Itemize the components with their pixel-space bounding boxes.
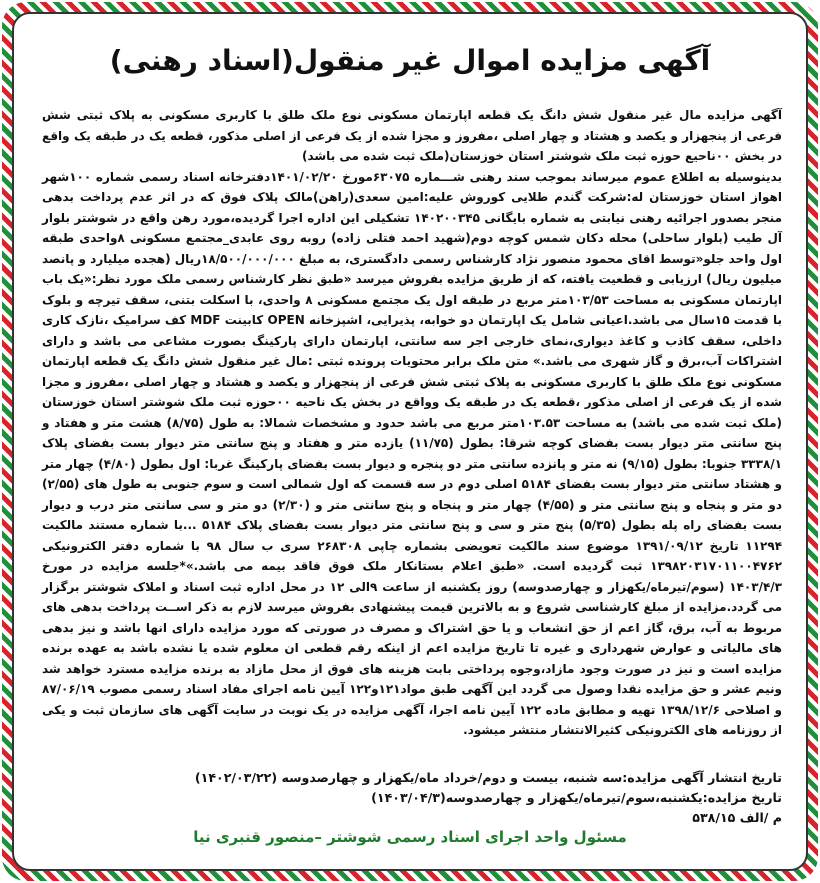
- notice-title: آگهی مزایده اموال غیر منقول(اسناد رهنی): [109, 44, 711, 77]
- signature: مسئول واحد اجرای اسناد رسمی شوشتر –منصور قنبری نیا: [193, 828, 627, 846]
- reference-number: م /الف ۵۳۸/۱۵: [692, 810, 782, 825]
- paragraph-auction-details: بدینوسیله به اطلاع عموم میرساند بموجب سند رهنی شـــماره ۶۳۰۷۵مورخ ۱۴۰۱/۰۲/۲۰دفترخانه اسناد رسمی شماره ۱۰۰شهر اهواز استان خوزستان له:شرکت گندم طلایی کوروش علیه:امین سعدی(راهن)مالک پلاک فوق که در اثر عدم پرداخت بدهی منجر بصدور اجرائیه رهنی نیابتی به شماره بایگانی ۱۴۰۲۰۰۳۴۵ تشکیلی این اداره اجرا گردیده،مورد رهن واقع در شوشتر بلوار آل طیب (بلوار ساحلی) محله دکان شمس کوچه دوم(شهید احمد فتلی زاده) روبه روی عابدی_مجتمع مسکونی ۸واحدی طبقه اول واحد جلو«توسط اقای محمود منصور نژاد کارشناس رسمی دادگستری، به مبلغ ۱۸/۵۰۰/۰۰۰/۰۰۰ریال (هجده میلیارد و پانصد میلیون ریال) ارزیابی و قطعیت یافته، که از طریق مزایده بفروش میرسد «طبق نظر کارشناس رسمی ملک مورد نظر:«یک باب اپارتمان مسکونی به مساحت ۱۰۳/۵۳متر مربع در طبقه اول یک مجتمع مسکونی ۸ واحدی، با اسکلت بتنی، سقف تیرچه و بلوک با قدمت ۱۵سال می باشد.اعیانی شامل یک اپارتمان دو خوابه، پذیرایی، اشپزخانه OPEN کابینت MDF کف سرامیک ،نازک کاری داخلی، سقف کاذب و کاغذ دیواری،نمای خارجی اجر سه سانتی، اپارتمان دارای پارکینگ بصورت مشاعی می باشد و دارای اشتراکات آب،برق و گاز شهری می باشد.» متن ملک برابر محتویات پرونده ثبتی :مال غیر منقول شش دانگ یک قطعه اپارتمان مسکونی نوع ملک طلق با کاربری مسکونی به پلاک ثبتی شش فرعی از پنجهزار و یکصد و هشتاد و چهار اصلی ،مفروز و مجزا شده از یک فرعی از اصلی مذکور ،قطعه یک در طبقه یک وواقع در بخش یک ناحیه ۰۰حوزه ثبت ملک شوشتر استان خوزستان (ملک ثبت شده می باشد) به مساحت ۱۰۳.۵۳متر مربع می باشد حدود و مشخصات شمالا: به طول (۸/۷۵) هشت متر و هفتاد و پنج سانتی متر دیوار بست بفضای کوچه شرقا: بطول (۱۱/۷۵) یازده متر و هفتاد و پنج سانتی متر دیوار بست بفضای پلاک ۳۳۳۸/۱ جنوبا: بطول (۹/۱۵) نه متر و پانزده سانتی متر دو پنجره و دیوار بست بفضای پارکینگ غربا: اول بطول (۴/۸۰) چهار متر و هشتاد سانتی متر دیوار بست بفضای ۵۱۸۴ اصلی دوم در سه قسمت که اول شمالی است و سوم جنوبی به طول های (۲/۵۵) دو متر و پنجاه و پنج سانتی متر و (۴/۵۵) چهار متر و پنجاه و پنج سانتی متر و (۲/۳۰) دو متر و سی سانتی متر درب و دیوار بست بفضای راه پله بطول (۵/۳۵) پنج متر و سی و پنج سانتی متر دیوار بست بفضای پلاک ۵۱۸۴ ...با شماره مستند مالکیت ۱۱۲۹۴ تاریخ ۱۳۹۱/۰۹/۱۲ موضوع سند مالکیت تعویضی بشماره چاپی ۲۶۸۳۰۸ سری ب سال ۹۸ با شماره دفتر الکترونیکی ۱۳۹۸۲۰۳۱۷۰۱۱۰۰۴۷۶۲ ثبت گردیده است. «طبق اعلام بستانکار ملک فوق فاقد بیمه می باشد.»*جلسه مزایده در مورخ ۱۴۰۳/۴/۳ (سوم/تیرماه/یکهزار و چهارصدوسه) روز یکشنبه از ساعت ۹الی ۱۲ در محل اداره ثبت اسناد و املاک شوشتر برگزار می گردد.مزایده از مبلغ کارشناسی شروع و به بالاترین قیمت پیشنهادی بفروش میرسد لازم به ذکر اســت پرداخت بدهی های مربوط به آب، برق، گاز اعم از حق انشعاب و یا حق اشتراک و مصرف در صورتی که مورد مزایده دارای انها باشد و نیز بدهی های مالیاتی و عوارض شهرداری و غیره تا تاریخ مزایده اعم از اینکه رقم قطعی ان معلوم شده یا نشده باشد به عهده برنده مزایده است و نیز در صورت وجود مازاد،وجوه پرداختی بابت هزینه های فوق از محل مازاد به برنده مزایده مسترد خواهد شد ونیم عشر و حق مزایده نقدا وصول می گردد این آگهی طبق مواد۱۲۱و۱۲۲ آیین نامه اجرای مفاد اسناد رسمی مصوب ۸۷/۰۶/۱۹ و اصلاحی ۱۳۹۸/۱۲/۶ تهیه و مطابق ماده ۱۲۲ آیین نامه اجرا، آگهی مزایده در یک نوبت در سایت آگهی های سازمان ثبت و یکی از روزنامه های الکترونیکی کثیرالانتشار منتشر میشود.: [42, 169, 783, 737]
- auction-date: تاریخ مزایده:یکشنبه،سوم/تیرماه/یکهزار و چهارصدوسه(۱۴۰۳/۰۴/۳): [371, 790, 782, 805]
- publish-date: تاریخ انتشار آگهی مزایده:سه شنبه، بیست و دوم/خرداد ماه/یکهزار و چهارصدوسه (۱۴۰۲/۰۳/۲۲): [194, 770, 782, 785]
- paragraph-property-description: آگهی مزایده مال غیر منقول شش دانگ یک قطعه اپارتمان مسکونی نوع ملک طلق با کاربری مسکونی به پلاک ثبتی شش فرعی از پنجهزار و یکصد و هشتاد و چهار اصلی ،مفروز و مجزا شده از یک فرعی از اصلی مذکور، قطعه یک در طبقه یک واقع در بخش ۰۰ناحیع حوزه ثبت ملک شوشتر استان خوزستان(ملک ثبت شده می باشد): [42, 108, 782, 163]
- notice-content: [42, 105, 782, 741]
- notice-footer: [42, 768, 782, 828]
